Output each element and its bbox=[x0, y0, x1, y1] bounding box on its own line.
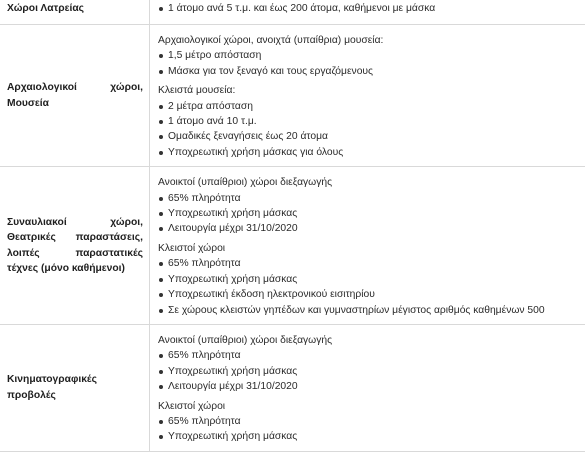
details-cell bbox=[150, 324, 585, 451]
list-item: Υποχρεωτική χρήση μάσκας bbox=[158, 429, 585, 444]
list-item: 1 άτομο ανά 5 τ.μ. και έως 200 άτομα, καθήμενοι με μάσκα bbox=[158, 1, 585, 16]
list-item: 65% πληρότητα bbox=[158, 414, 585, 429]
bullet-list bbox=[158, 191, 585, 237]
group-heading: Κλειστά μουσεία: bbox=[158, 83, 585, 98]
category-cell: Συναυλιακοί χώροι, Θεατρικές παραστάσεις, λοιπές παραστατικές τέχνες (μόνο καθήμενοι) bbox=[0, 167, 150, 325]
group-heading: Ανοικτοί (υπαίθριοι) χώροι διεξαγωγής bbox=[158, 175, 585, 190]
table-row bbox=[0, 25, 585, 167]
category-cell: Αρχαιολογικοί χώροι, Μουσεία bbox=[0, 25, 150, 167]
list-item: 1 άτομο ανά 10 τ.μ. bbox=[158, 114, 585, 129]
group-heading: Ανοικτοί (υπαίθριοι) χώροι διεξαγωγής bbox=[158, 333, 585, 348]
bullet-list bbox=[158, 256, 585, 318]
list-item: Σε χώρους κλειστών γηπέδων και γυμναστηρίων μέγιστος αριθμός καθημένων 500 bbox=[158, 303, 585, 318]
list-item: 1,5 μέτρο απόσταση bbox=[158, 48, 585, 63]
measure-group bbox=[158, 83, 585, 160]
list-item: 2 μέτρα απόσταση bbox=[158, 99, 585, 114]
measure-group bbox=[158, 33, 585, 79]
category-cell: Κινηματογραφικές προβολές bbox=[0, 324, 150, 451]
list-item: Ομαδικές ξεναγήσεις έως 20 άτομα bbox=[158, 129, 585, 144]
measure-group bbox=[158, 241, 585, 318]
list-item: Υποχρεωτική χρήση μάσκας bbox=[158, 206, 585, 221]
list-item: 65% πληρότητα bbox=[158, 256, 585, 271]
list-item: 65% πληρότητα bbox=[158, 348, 585, 363]
measure-group bbox=[158, 333, 585, 395]
list-item: Υποχρεωτική έκδοση ηλεκτρονικού εισιτηρίου bbox=[158, 287, 585, 302]
list-item: Υποχρεωτική χρήση μάσκας bbox=[158, 364, 585, 379]
group-heading: Κλειστοί χώροι bbox=[158, 241, 585, 256]
list-item: 65% πληρότητα bbox=[158, 191, 585, 206]
measure-group bbox=[158, 399, 585, 445]
list-item: Λειτουργία μέχρι 31/10/2020 bbox=[158, 221, 585, 236]
list-item: Λειτουργία μέχρι 31/10/2020 bbox=[158, 379, 585, 394]
bullet-list bbox=[158, 48, 585, 79]
group-heading: Αρχαιολογικοί χώροι, ανοιχτά (υπαίθρια) μουσεία: bbox=[158, 33, 585, 48]
bullet-list bbox=[158, 414, 585, 445]
measure-group bbox=[158, 175, 585, 237]
table-row bbox=[0, 167, 585, 325]
bullet-list bbox=[158, 1, 585, 16]
bullet-list bbox=[158, 99, 585, 161]
category-cell: Χώροι Λατρείας bbox=[0, 0, 150, 25]
table-row bbox=[0, 0, 585, 25]
details-cell bbox=[150, 0, 585, 25]
bullet-list bbox=[158, 348, 585, 394]
list-item: Υποχρεωτική χρήση μάσκας για όλους bbox=[158, 145, 585, 160]
measure-group bbox=[158, 1, 585, 16]
details-cell bbox=[150, 25, 585, 167]
group-heading: Κλειστοί χώροι bbox=[158, 399, 585, 414]
details-cell bbox=[150, 167, 585, 325]
list-item: Υποχρεωτική χρήση μάσκας bbox=[158, 272, 585, 287]
list-item: Μάσκα για τον ξεναγό και τους εργαζόμενους bbox=[158, 64, 585, 79]
table-row bbox=[0, 324, 585, 451]
